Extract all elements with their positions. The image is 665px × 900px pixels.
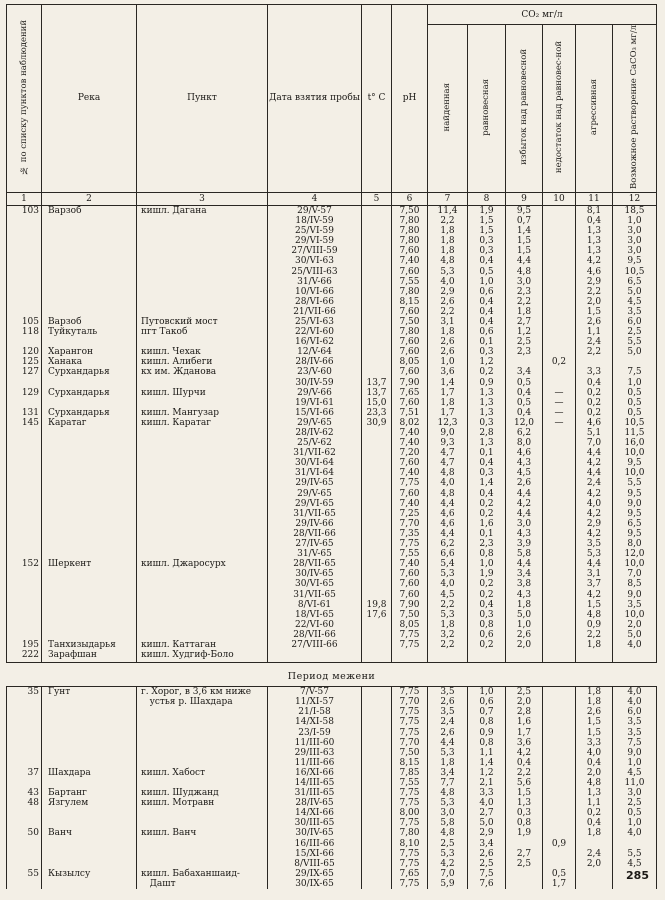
s2-equil: 1,0 0,6 0,7 0,8 0,9 0,8 1,1 1,4 1,2 2,1 3,3 4,0 2,7 5,0 2,9 3,4 2,6 2,5 7,5 7,6 — [468, 687, 506, 889]
s2-ph: 7,75 7,70 7,75 7,75 7,75 7,70 7,50 8,15 7,85 7,55 7,75 7,75 8,00 7,75 7,80 8,10 7,75 7,75 7,65 7,75 — [392, 687, 428, 889]
s1-possible: 18,5 1,0 3,0 3,0 3,0 9,5 10,5 6,5 5,0 4,5 3,5 6,0 2,5 5,5 5,0 7,5 1,0 0,5 0,5 0,5 10,5 11,5 16,0 10,0 9,5 10,0 5,5 9,5 9,0 9,5 6,5 9,5 8,0 12,0 10,0 7,0 8,5 9,0 3,5 10,0 2,0 5,0 4,0 — [613, 205, 657, 660]
s1-equil: 1,9 1,5 1,5 0,3 0,3 0,4 0,5 1,0 0,6 0,4 0,4 0,4 0,6 0,1 0,3 1,2 0,2 0,9 1,3 1,3 1,3 0,3 2,8 1,3 0,1 0,4 0,3 1,4 0,4 0,2 0,2 1,6 0,1 2,3 0,8 1,0 1,9 0,2 0,2 0,4 0,3 0,8 0,6 0,2 — [468, 205, 506, 660]
s2-possible: 4,0 4,0 6,0 3,5 3,5 7,5 9,0 1,0 4,5 11,0 3,0 2,5 0,5 1,0 4,0 5,5 4,5 — [613, 687, 657, 889]
s2-aggr: 1,8 1,8 2,6 1,5 1,5 3,3 4,0 0,4 2,0 4,8 1,3 1,1 0,2 0,4 1,8 2,4 2,0 — [576, 687, 613, 889]
page-number: 285 — [626, 869, 649, 882]
section-flood-period — [7, 205, 657, 660]
header-no: № по списку пунктов наблюдений — [7, 5, 42, 193]
s1-no: 103 105 118 120 125 127 129 131 145 152 195 222 — [7, 205, 42, 660]
s1-river: Варзоб Варзоб Туйкуталь Харангон Ханака Сурхандарья Сурхандарья Сурхандарья Каратаг Шеркент Танхизыдарья Зарафшан — [42, 205, 137, 660]
s1-ph: 7,50 7,80 7,80 7,80 7,60 7,40 7,60 7,55 7,80 8,15 7,60 7,50 7,80 7,60 7,60 8,05 7,60 7,90 7,65 7,60 7,51 8,02 7,40 7,40 7,20 7,60 7,40 7,75 7,60 7,40 7,25 7,70 7,35 7,75 7,55 7,40 7,60 7,60 7,60 7,90 7,50 8,05 7,75 7,75 — [392, 205, 428, 660]
s1-date: 29/V-57 18/IV-59 25/VI-59 29/VI-59 27/VIII-59 30/VI-63 25/VIII-63 31/V-66 10/VI-66 28/VI-66 21/VII-66 25/VI-63 22/VI-60 16/VI-62 12/V-64 28/IV-66 23/V-60 30/IV-59 29/V-66 19/VI-61 15/VI-66 29/V-65 28/IV-62 25/V-62 31/VII-62 30/VI-64 31/VI-64 29/IV-65 29/V-65 29/VI-65 31/VII-65 29/IV-66 28/VII-66 27/IV-65 31/V-65 28/VII-65 30/IV-65 30/VI-65 31/VII-65 8/VI-61 18/VI-65 22/VI-60 28/VII-66 27/VIII-66 — [268, 205, 362, 660]
header-point: Пункт — [137, 5, 268, 193]
s2-excess: 2,5 2,0 2,8 1,6 1,7 3,6 4,2 0,4 2,2 5,6 1,5 1,3 0,3 0,8 1,9 2,7 2,5 — [506, 687, 543, 889]
header-aggr: агрессивная — [576, 25, 613, 193]
header-date: Дата взятия пробы — [268, 5, 362, 193]
header-deficit: недостаток над равновес-ной — [543, 25, 576, 193]
header-co2-group: CO₂ мг/л — [428, 5, 657, 25]
header-excess: избыток над равновесной — [506, 25, 543, 193]
column-numbers-row: 1 2 3 4 5 6 7 8 9 10 11 12 — [7, 192, 657, 205]
s1-aggr: 8,1 0,4 1,3 1,3 1,3 4,2 4,6 2,9 2,2 2,0 1,5 2,6 1,1 2,4 2,2 3,3 0,4 0,2 0,2 0,2 4,6 5,1 7,0 4,4 4,2 4,4 2,4 4,2 4,0 4,2 2,9 4,2 3,5 5,3 4,4 3,1 3,7 4,2 1,5 4,8 0,9 2,2 1,8 — [576, 205, 613, 660]
s2-found: 3,5 2,6 3,5 2,4 2,6 4,4 5,3 1,8 3,4 7,7 4,8 5,3 3,0 5,8 4,8 2,5 5,3 4,2 7,0 5,9 — [428, 687, 468, 889]
header-equil: равновесная — [468, 25, 506, 193]
s1-found: 11,4 2,2 1,8 1,8 1,8 4,8 5,3 4,0 2,9 2,6 2,2 3,1 1,8 2,6 2,6 1,0 3,6 1,4 1,7 1,8 1,7 12,3 9,0 9,3 4,7 4,7 4,8 4,0 4,8 4,4 4,6 4,6 4,4 6,2 6,6 5,4 5,3 4,0 4,5 2,2 5,3 1,8 3,2 2,2 — [428, 205, 468, 660]
s2-river: Гунт Шахдара Бартанг Язгулем Ванч Кызылсу — [42, 687, 137, 889]
water-chemistry-table — [6, 4, 657, 889]
period-row — [7, 663, 657, 687]
period-label: Период межени — [287, 670, 376, 682]
s1-deficit: 0,2 — — — — — [543, 205, 576, 660]
s2-point: г. Хорог, в 3,6 км ниже устья р. Шахдара кишл. Хабост кишл. Шуджанд кишл. Мотравн кишл. Ванч кишл. Бабаханшаид- Дашт — [137, 687, 268, 889]
s2-date: 7/V-57 11/XI-57 21/I-58 14/XI-58 23/I-59 11/III-60 29/III-63 11/III-66 16/XI-66 14/III-65 31/III-65 28/IV-65 14/XI-66 30/III-65 30/IV-65 16/III-66 15/XI-66 8/VIII-65 29/IX-65 30/IX-65 — [268, 687, 362, 889]
s1-point: кишл. Дагана Путовский мост пгт Такоб кишл. Чехак кишл. Алибеги кх им. Жданова кишл. Шурчи кишл. Мангузар кишл. Каратаг кишл. Джаросурх кишл. Каттаган кишл. Худгиф-Боло — [137, 205, 268, 660]
header-river: Река — [42, 5, 137, 193]
header-ph: pH — [392, 5, 428, 193]
header-temp: t° C — [362, 5, 392, 193]
s2-no: 35 37 43 48 50 55 — [7, 687, 42, 889]
section-low-water-period — [7, 687, 657, 889]
s1-excess: 9,5 0,7 1,4 1,5 1,5 4,4 4,8 3,0 2,3 2,2 1,8 2,7 1,2 2,5 2,3 3,4 0,5 0,4 0,5 0,4 12,0 6,2 8,0 4,6 4,3 4,5 2,6 4,4 4,2 4,4 3,0 4,3 3,9 5,8 4,4 3,4 3,8 4,3 1,8 5,0 1,0 2,6 2,0 — [506, 205, 543, 660]
header-found: найденная — [428, 25, 468, 193]
s2-deficit: 0,9 0,5 1,7 — [543, 687, 576, 889]
header-possible: Возможное растворение CaCO₃ мг/л — [613, 25, 657, 193]
s1-temp: 13,7 13,7 15,0 23,3 30,9 19,8 17,6 — [362, 205, 392, 660]
s2-temp — [362, 687, 392, 889]
